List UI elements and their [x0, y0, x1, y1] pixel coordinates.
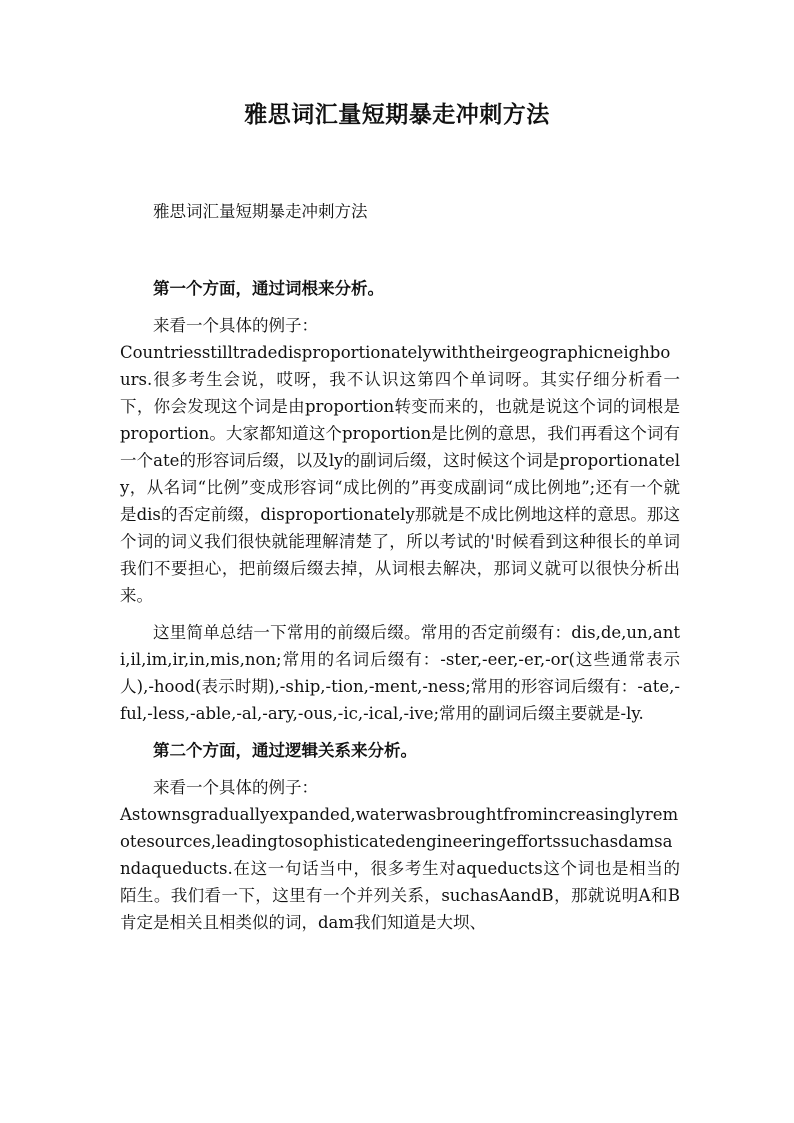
section1-heading: 第一个方面，通过词根来分析。	[153, 279, 384, 298]
document-subtitle: 雅思词汇量短期暴走冲刺方法	[153, 202, 368, 221]
section1-intro: 来看一个具体的例子：	[153, 316, 318, 335]
section1-summary: 这里简单总结一下常用的前缀后缀。常用的否定前缀有：dis,de,un,anti,il,im,ir,in,mis,non;常用的名词后缀有：-ster,-eer,-er,-or(这些通常表示人),-hood(表示时期),-ship,-tion,-ment,-ness;常用的形容词后缀有：-ate,-ful,-less,-able,-al,-ary,-ous,-ic,-ical,-ive;常用的副词后缀主要就是-ly.	[120, 623, 680, 723]
section2-intro: 来看一个具体的例子：	[153, 778, 318, 797]
section2-paragraph: Astownsgraduallyexpanded,waterwasbroughtfromincreasinglyremotesources,leadingtosophisticatedengineeringeffortssuchasdamsandaqueducts.在这一句话当中，很多考生对aqueducts这个词也是相当的陌生。我们看一下，这里有一个并列关系，suchasAandB，那就说明A和B肯定是相关且相类似的词，dam我们知道是大坝、	[120, 805, 680, 932]
document-body	[120, 198, 680, 936]
section2-heading: 第二个方面，通过逻辑关系来分析。	[153, 741, 417, 760]
section1-paragraph: Countriesstilltradedisproportionatelywiththeirgeographicneighbours.很多考生会说，哎呀，我不认识这第四个单词呀。其实仔细分析看一下，你会发现这个词是由proportion转变而来的，也就是说这个词的词根是proportion。大家都知道这个proportion是比例的意思，我们再看这个词有一个ate的形容词后缀，以及ly的副词后缀，这时候这个词是proportionately，从名词“比例”变成形容词“成比例的”再变成副词“成比例地”;还有一个就是dis的否定前缀，disproportionately那就是不成比例地这样的意思。那这个词的词义我们很快就能理解清楚了，所以考试的'时候看到这种很长的单词我们不要担心，把前缀后缀去掉，从词根去解决，那词义就可以很快分析出来。	[120, 343, 680, 605]
document-title: 雅思词汇量短期暴走冲刺方法	[244, 101, 550, 128]
